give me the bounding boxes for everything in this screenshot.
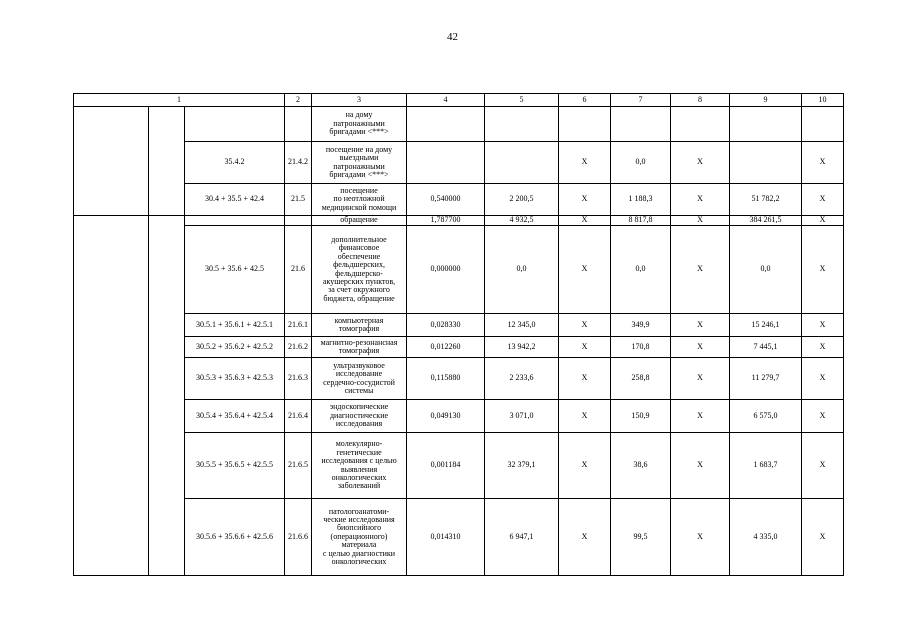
- value-cell: 384 261,5: [730, 216, 802, 226]
- value-cell: [611, 107, 671, 142]
- value-cell: 3 071,0: [485, 400, 559, 433]
- value-cell: 0,115880: [407, 358, 485, 400]
- group-cell: [149, 107, 185, 216]
- value-cell: 0,012260: [407, 337, 485, 358]
- value-cell: X: [671, 314, 730, 337]
- value-cell: 0,0: [485, 226, 559, 314]
- code-cell: 35.4.2: [185, 142, 285, 184]
- table-row: [74, 226, 844, 314]
- value-cell: 8 817,8: [611, 216, 671, 226]
- header-cell: 5: [485, 94, 559, 107]
- value-cell: X: [559, 499, 611, 576]
- table-row: [74, 314, 844, 337]
- subcode-cell: 21.6.5: [285, 433, 312, 499]
- value-cell: [407, 107, 485, 142]
- header-cell: 9: [730, 94, 802, 107]
- value-cell: X: [802, 358, 844, 400]
- value-cell: X: [671, 499, 730, 576]
- value-cell: 170,8: [611, 337, 671, 358]
- description-cell: магнитно-резонансная томография: [312, 337, 407, 358]
- table-row: [74, 142, 844, 184]
- description-cell: компьютерная томография: [312, 314, 407, 337]
- value-cell: X: [671, 358, 730, 400]
- value-cell: 2 233,6: [485, 358, 559, 400]
- value-cell: 11 279,7: [730, 358, 802, 400]
- description-cell: посещение по неотложной медицинской помощи: [312, 184, 407, 216]
- value-cell: X: [559, 358, 611, 400]
- subcode-cell: 21.6.1: [285, 314, 312, 337]
- subcode-cell: [285, 107, 312, 142]
- value-cell: 32 379,1: [485, 433, 559, 499]
- value-cell: [671, 107, 730, 142]
- description-cell: дополнительное финансовое обеспечение фельдшерских, фельдшерско- акушерских пунктов, за счет окружного бюджета, обращение: [312, 226, 407, 314]
- value-cell: 0,014310: [407, 499, 485, 576]
- description-cell: эндоскопические диагностические исследования: [312, 400, 407, 433]
- value-cell: X: [802, 314, 844, 337]
- value-cell: 6 947,1: [485, 499, 559, 576]
- value-cell: 258,8: [611, 358, 671, 400]
- header-cell: 7: [611, 94, 671, 107]
- value-cell: 38,6: [611, 433, 671, 499]
- value-cell: 12 345,0: [485, 314, 559, 337]
- code-cell: 30.5 + 35.6 + 42.5: [185, 226, 285, 314]
- value-cell: X: [802, 499, 844, 576]
- header-cell: 6: [559, 94, 611, 107]
- value-cell: X: [671, 184, 730, 216]
- value-cell: [802, 107, 844, 142]
- value-cell: X: [559, 400, 611, 433]
- table-row: [74, 184, 844, 216]
- group-cell: [149, 216, 185, 576]
- value-cell: 2 200,5: [485, 184, 559, 216]
- value-cell: 15 246,1: [730, 314, 802, 337]
- table-row: [74, 107, 844, 142]
- table-row: [74, 433, 844, 499]
- value-cell: X: [671, 337, 730, 358]
- value-cell: [485, 142, 559, 184]
- value-cell: X: [671, 400, 730, 433]
- value-cell: 150,9: [611, 400, 671, 433]
- subcode-cell: 21.6: [285, 226, 312, 314]
- value-cell: X: [802, 142, 844, 184]
- page-number: 42: [447, 31, 458, 43]
- code-cell: [185, 107, 285, 142]
- header-cell: 8: [671, 94, 730, 107]
- header-cell: 3: [312, 94, 407, 107]
- subcode-cell: 21.6.3: [285, 358, 312, 400]
- code-cell: 30.5.5 + 35.6.5 + 42.5.5: [185, 433, 285, 499]
- table-row: [74, 216, 844, 226]
- description-cell: патологоанатоми- ческие исследования биопсийного (операционного) материала с целью диагностики онкологических: [312, 499, 407, 576]
- subcode-cell: 21.6.2: [285, 337, 312, 358]
- group-cell: [74, 216, 149, 576]
- value-cell: X: [802, 400, 844, 433]
- subcode-cell: 21.5: [285, 184, 312, 216]
- value-cell: 0,028330: [407, 314, 485, 337]
- value-cell: X: [802, 433, 844, 499]
- value-cell: 6 575,0: [730, 400, 802, 433]
- value-cell: 0,540000: [407, 184, 485, 216]
- value-cell: X: [802, 337, 844, 358]
- value-cell: X: [559, 216, 611, 226]
- value-cell: X: [559, 337, 611, 358]
- subcode-cell: 21.6.4: [285, 400, 312, 433]
- data-table: [73, 93, 844, 576]
- value-cell: X: [671, 226, 730, 314]
- value-cell: X: [802, 184, 844, 216]
- header-cell: 4: [407, 94, 485, 107]
- value-cell: X: [802, 226, 844, 314]
- value-cell: [407, 142, 485, 184]
- code-cell: 30.5.6 + 35.6.6 + 42.5.6: [185, 499, 285, 576]
- subcode-cell: [285, 216, 312, 226]
- value-cell: X: [559, 142, 611, 184]
- code-cell: [185, 216, 285, 226]
- value-cell: X: [559, 314, 611, 337]
- table-row: [74, 337, 844, 358]
- group-cell: [74, 107, 149, 216]
- description-cell: на дому патронажными бригадами <***>: [312, 107, 407, 142]
- subcode-cell: 21.4.2: [285, 142, 312, 184]
- value-cell: X: [802, 216, 844, 226]
- value-cell: 99,5: [611, 499, 671, 576]
- header-cell: 1: [74, 94, 285, 107]
- value-cell: [730, 142, 802, 184]
- value-cell: 7 445,1: [730, 337, 802, 358]
- value-cell: 0,0: [730, 226, 802, 314]
- value-cell: X: [559, 226, 611, 314]
- header-cell: 2: [285, 94, 312, 107]
- value-cell: [485, 107, 559, 142]
- value-cell: 0,000000: [407, 226, 485, 314]
- value-cell: 13 942,2: [485, 337, 559, 358]
- value-cell: X: [671, 433, 730, 499]
- value-cell: X: [671, 142, 730, 184]
- value-cell: [730, 107, 802, 142]
- code-cell: 30.5.2 + 35.6.2 + 42.5.2: [185, 337, 285, 358]
- value-cell: 0,0: [611, 142, 671, 184]
- value-cell: 4 932,5: [485, 216, 559, 226]
- code-cell: 30.5.4 + 35.6.4 + 42.5.4: [185, 400, 285, 433]
- subcode-cell: 21.6.6: [285, 499, 312, 576]
- description-cell: посещение на дому выездными патронажными бригадами <***>: [312, 142, 407, 184]
- value-cell: 0,001184: [407, 433, 485, 499]
- value-cell: 51 782,2: [730, 184, 802, 216]
- header-cell: 10: [802, 94, 844, 107]
- value-cell: 349,9: [611, 314, 671, 337]
- value-cell: X: [559, 433, 611, 499]
- code-cell: 30.5.1 + 35.6.1 + 42.5.1: [185, 314, 285, 337]
- value-cell: 0,0: [611, 226, 671, 314]
- description-cell: молекулярно- генетические исследования с целью выявления онкологических заболеваний: [312, 433, 407, 499]
- value-cell: [559, 107, 611, 142]
- table-row: [74, 358, 844, 400]
- value-cell: X: [559, 184, 611, 216]
- code-cell: 30.5.3 + 35.6.3 + 42.5.3: [185, 358, 285, 400]
- table-header-row: [74, 94, 844, 107]
- value-cell: 0,049130: [407, 400, 485, 433]
- value-cell: 1 188,3: [611, 184, 671, 216]
- table-row: [74, 400, 844, 433]
- value-cell: 1,787700: [407, 216, 485, 226]
- table-row: [74, 499, 844, 576]
- code-cell: 30.4 + 35.5 + 42.4: [185, 184, 285, 216]
- value-cell: 4 335,0: [730, 499, 802, 576]
- value-cell: 1 683,7: [730, 433, 802, 499]
- description-cell: обращение: [312, 216, 407, 226]
- description-cell: ультразвуковое исследование сердечно-сосудистой системы: [312, 358, 407, 400]
- value-cell: X: [671, 216, 730, 226]
